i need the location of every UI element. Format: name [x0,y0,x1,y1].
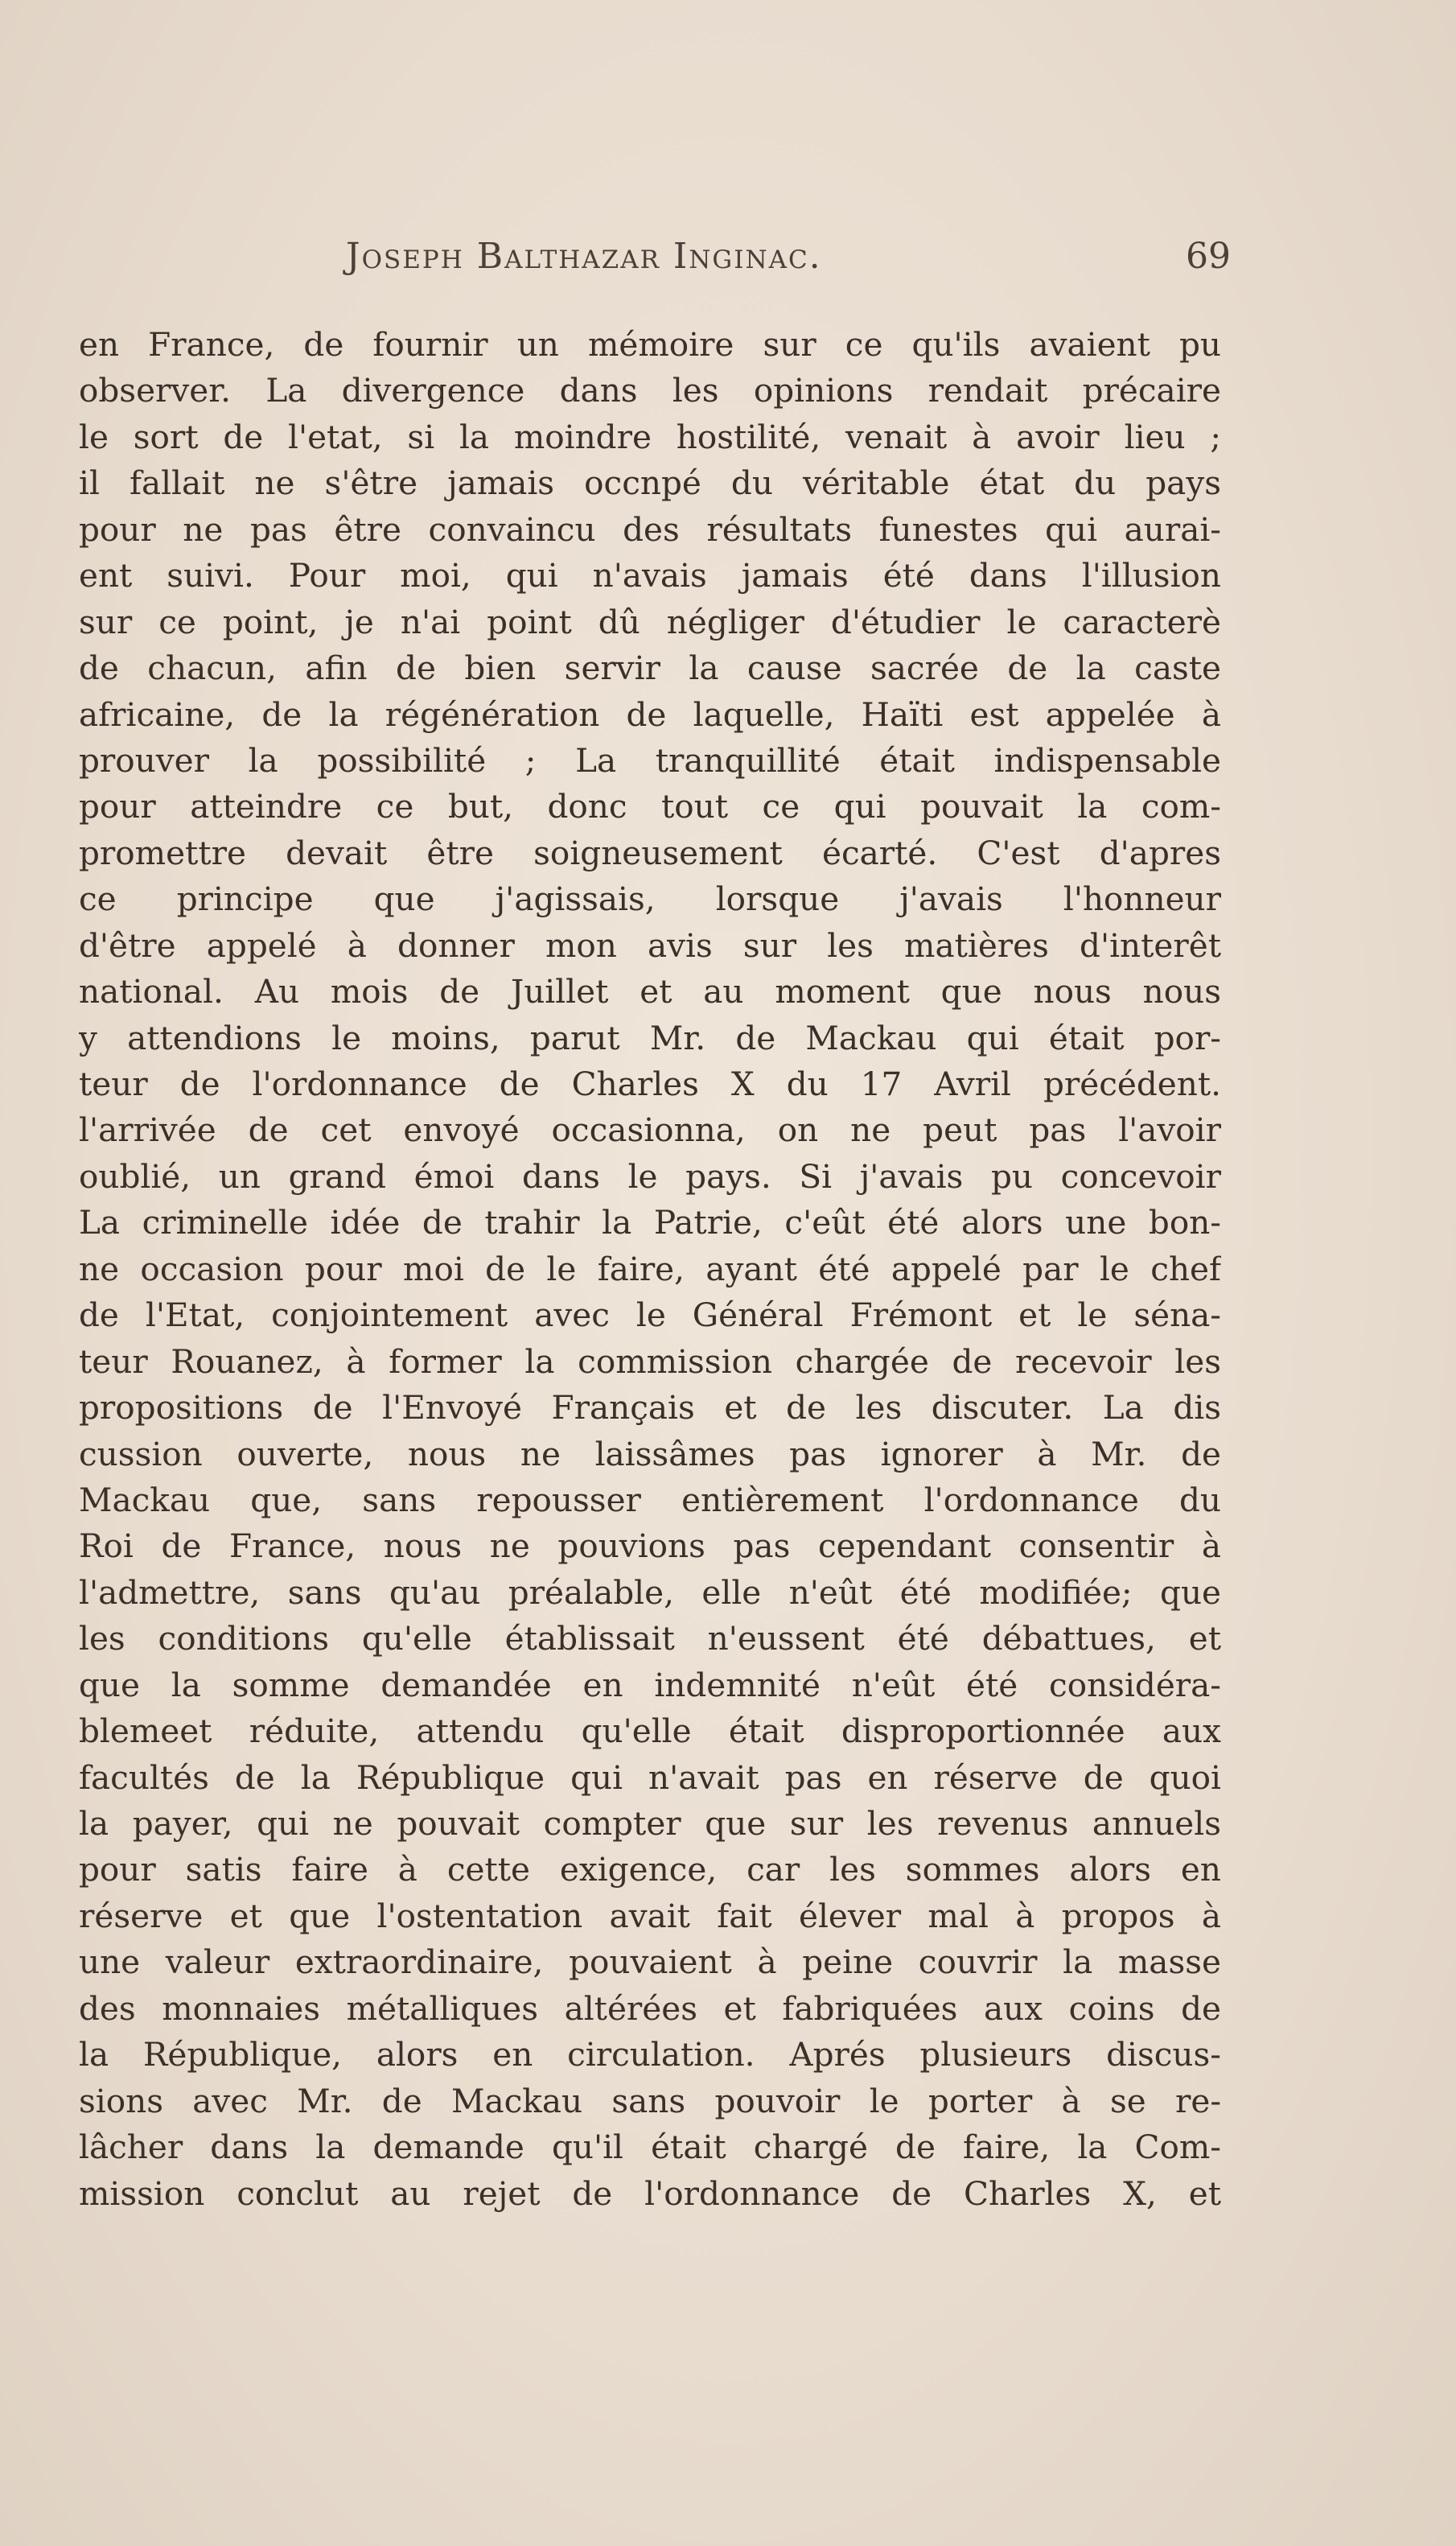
text-line: africaine, de la régénération de laquelle, Haïti est appelée à [79,694,1221,734]
text-line: il fallait ne s'être jamais occnpé du véritable état du pays [79,463,1221,503]
text-line: pour ne pas être convaincu des résultats funestes qui aurai- [79,509,1221,549]
body-text [79,322,1221,2217]
text-line: l'admettre, sans qu'au préalable, elle n'eût été modifiée; que [79,1572,1221,1612]
text-line: La criminelle idée de trahir la Patrie, c'eût été alors une bon- [79,1203,1221,1242]
text-line: Roi de France, nous ne pouvions pas cependant consentir à [79,1526,1221,1566]
text-line: le sort de l'etat, si la moindre hostilité, venait à avoir lieu ; [79,417,1221,456]
text-line: y attendions le moins, parut Mr. de Mackau qui était por- [79,1018,1221,1057]
text-line: ne occasion pour moi de le faire, ayant été appelé par le chef [79,1249,1221,1288]
text-line: prouver la possibilité ; La tranquillité était indispensable [79,740,1221,780]
text-line: oublié, un grand émoi dans le pays. Si j'avais pu concevoir [79,1156,1221,1196]
text-line: blemeet réduite, attendu qu'elle était disproportionnée aux [79,1712,1221,1751]
text-line: lâcher dans la demande qu'il était chargé de faire, la Com- [79,2128,1221,2167]
text-line: la République, alors en circulation. Aprés plusieurs discus- [79,2035,1221,2074]
running-head [346,229,1231,286]
text-line: pour satis faire à cette exigence, car les sommes alors en [79,1850,1221,1889]
text-line: sur ce point, je n'ai point dû négliger d'étudier le caracterè [79,602,1221,641]
text-line: ent suivi. Pour moi, qui n'avais jamais été dans l'illusion [79,556,1221,595]
text-line: la payer, qui ne pouvait compter que sur les revenus annuels [79,1804,1221,1843]
text-line: une valeur extraordinaire, pouvaient à peine couvrir la masse [79,1942,1221,1982]
text-line: que la somme demandée en indemnité n'eût été considéra- [79,1665,1221,1704]
text-line: facultés de la République qui n'avait pas en réserve de quoi [79,1757,1221,1797]
text-line: sions avec Mr. de Mackau sans pouvoir le porter à se re- [79,2081,1221,2120]
text-line: pour atteindre ce but, donc tout ce qui pouvait la com- [79,787,1221,826]
text-line: promettre devait être soigneusement écarté. C'est d'apres [79,833,1221,872]
text-line: réserve et que l'ostentation avait fait élever mal à propos à [79,1896,1221,1935]
text-line: teur Rouanez, à former la commission chargée de recevoir les [79,1341,1221,1381]
text-line: Mackau que, sans repousser entièrement l'ordonnance du [79,1480,1221,1519]
running-head-title: Joseph Balthazar Inginac. [346,236,822,277]
text-line: ce principe que j'agissais, lorsque j'avais l'honneur [79,880,1221,919]
text-line: propositions de l'Envoyé Français et de les discuter. La dis [79,1388,1221,1427]
text-line: en France, de fournir un mémoire sur ce qu'ils avaient pu [79,325,1221,364]
text-line: l'arrivée de cet envoyé occasionna, on ne peut pas l'avoir [79,1110,1221,1150]
text-line: de chacun, afin de bien servir la cause sacrée de la caste [79,649,1221,688]
text-line: de l'Etat, conjointement avec le Général Frémont et le séna- [79,1296,1221,1335]
text-line: teur de l'ordonnance de Charles X du 17 Avril précédent. [79,1065,1221,1103]
text-line: d'être appelé à donner mon avis sur les matières d'interêt [79,925,1221,965]
text-line: national. Au mois de Juillet et au moment que nous nous [79,972,1221,1011]
text-line: cussion ouverte, nous ne laissâmes pas ignorer à Mr. de [79,1434,1221,1473]
text-line: observer. La divergence dans les opinions rendait précaire [79,371,1221,410]
text-line: mission conclut au rejet de l'ordonnance de Charles X, et [79,2173,1221,2213]
text-line: les conditions qu'elle établissait n'eussent été débattues, et [79,1619,1221,1658]
page-number: 69 [1186,236,1231,277]
text-line: des monnaies métalliques altérées et fabriquées aux coins de [79,1988,1221,2028]
